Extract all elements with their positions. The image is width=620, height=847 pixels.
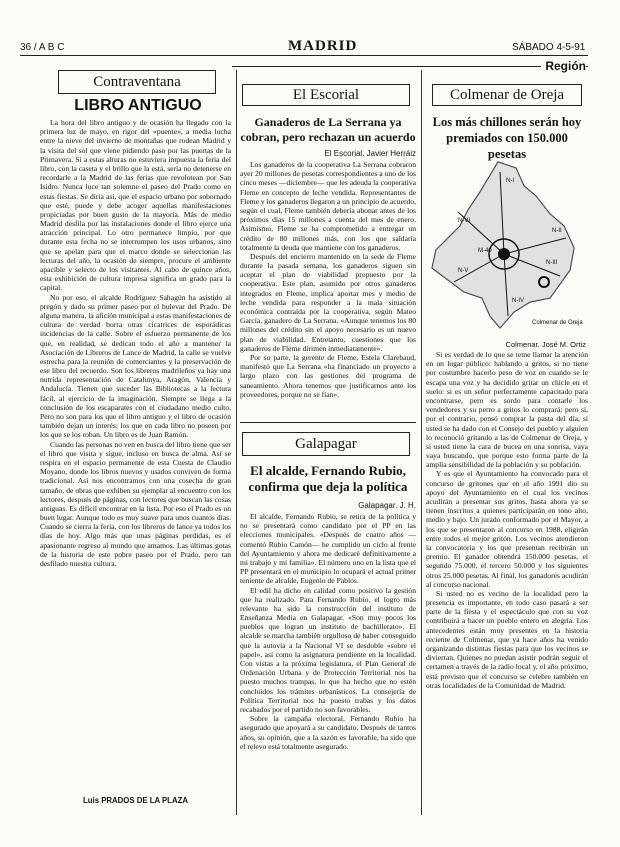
article-body bbox=[40, 118, 231, 778]
column-kicker-box bbox=[432, 84, 582, 106]
paragraph: Cuando las personas no ven en busca del libro tiene que ser el libro que visita y sigue, incluso en busca de alma. Así se respira en el espacio permanente de esta Cuesta de Claudio Moyano, donde los libros nuevos y usados conviven de forma tradicional. Así nos encontramos con una cosecha de gran tamaño, de obras que exhiben su ejemplar al encuentro con los lectores, después de páginas, con lectores que buscan las cosas antiguas. Es difícil encontrar en la lista. Por eso el Prado es un buen lugar. Aunque todo es muy suave para unos cuantos días. Cuando se cierra la feria, con los libreros de lance ya todos los días de hoy. Algo más que unas páginas perdidas, es el apasionante regreso al mundo que amamos. Las últimas gotas de la historia de este pobre paseo por el Prado, pero tan desfilado nuestra cultura. bbox=[40, 439, 231, 568]
map-label: N-II bbox=[552, 228, 562, 234]
map-label: N-I bbox=[506, 178, 514, 184]
map-stipple bbox=[432, 162, 574, 328]
region-label: Región bbox=[541, 59, 586, 73]
article-body bbox=[240, 512, 416, 812]
paragraph: Por su parte, la gerente de Fleme, Estela Clarebaud, manifestó que La Serrana «ha financiado un proyecto a largo plazo con las gestiones del programa de saneamiento. Ahora tenemos que justificarnos ante los proveedores, porque no se fían». bbox=[240, 352, 416, 399]
header-rule bbox=[20, 55, 588, 56]
byline: El Escorial. Javier Herráiz bbox=[324, 149, 416, 158]
headline: Ganaderos de La Serrana ya cobran, pero rechazan un acuerdo bbox=[240, 115, 416, 144]
madrid-marker bbox=[498, 248, 510, 260]
issue-date: SÁBADO 4-5-91 bbox=[512, 42, 586, 53]
headline: LIBRO ANTIGUO bbox=[74, 97, 202, 114]
column-kicker: El Escorial bbox=[292, 87, 360, 103]
article-body bbox=[240, 160, 416, 418]
paragraph: Después del encierro mantenido en la sede de Fleme durante la pasada semana, los ganaderos siguen sin aceptar el plan de viabilidad propuesto por la cooperativa. Este plan, asumido por otros ganaderos integrados en Fleme, implica aportar mes y medio de leche vendida para responder a la mala situación económica contraída por la cooperativa, según Mateo García, ganadero de La Serrana. «Aunque tenemos los 80 millones del crédito sin el apoyo necesario es un nuevo plan de viabilidad. Entretanto, cuestiones que los ganaderos de Fleme dirimen inmediatamente». bbox=[240, 251, 416, 353]
paragraph: No por eso, el alcalde Rodríguez Sahagún ha asistido al pregón y dado su primer paseo por el bulevar del Prado. De alguna manera, la afición municipal a estas manifestaciones de cultura de verdad borra otras cicatrices de esporádicas incidencias de la calle. Sobre el esfuerzo permanente de los que, en realidad, se dedican todo el año a mantener la Asociación de Libreros de Lance de Madrid, la calle se vuelve estrecha para la reunión de comerciantes y la preservación de ese libro del recuerdo. Son los libreros madrileños ya hay una nutrida representación de Catalunya, Aragón, Valencia y Andalucía. Tienen que suceder las Bibliotecas a la lectura fácil, al ejercicio de la imaginación. Siempre se llega a la conclusión de los escaparates con el ciudadano medio culto. Pero no son para los que el libro antiguo y el libro de ocasión también dejan un interés; los que en cada libro no poseen por los que se los roban. Un libro es de Juan Ramón. bbox=[40, 292, 231, 440]
map-label: Colmenar de Oreja bbox=[532, 320, 583, 326]
map-label: M-40 bbox=[478, 248, 492, 254]
paragraph: Si usted no es vecino de la localidad pero la presencia es importante, en todo caso pasará a ser parte de la fiesta y el espectáculo que con su voz contribuirá a hacer un pueblo entero en alegría. Los antecedentes están muy presentes en la historia reciente de Colmenar, que ya hace años ha venido organizando distintas fiestas para que los vecinos se diviertan. Quienes no puedan asistir podrán seguir el certamen a través de la radio local y, el año próximo, está previsto que el concurso se celebre también en otras localidades de la Comunidad de Madrid. bbox=[426, 588, 588, 690]
headline: El alcalde, Fernando Rubio, confirma que deja la política bbox=[248, 463, 408, 494]
map-label: N-VI bbox=[458, 218, 470, 224]
article-body bbox=[426, 350, 588, 812]
author: Luis PRADOS DE LA PLAZA bbox=[83, 796, 188, 805]
map-label: N-IV bbox=[512, 298, 524, 304]
map-label: N-III bbox=[546, 260, 558, 266]
headline: Los más chillones serán hoy premiados con 150.000 pesetas bbox=[432, 115, 582, 161]
map-caption: Colmenar. José M. Ortiz bbox=[505, 340, 586, 349]
column-kicker: Galapagar bbox=[295, 436, 357, 452]
page-number: 36 / A B C bbox=[20, 42, 65, 53]
paragraph: La hora del libro antiguo y de ocasión ha llegado con la primera luz de mayo, en rigor del «puente», a media lucha entre la nieve del invierno de montañas que rodean Madrid y la visita del sol que viene pidiendo paso por las puertas de la Primavera. Si a estas alturas no estuviera impuesta la feria del libro, con la caseta y el brillo que la está, sería no detenerse en recordarle a la Madrid de las ferias que revolotean por San Isidro. Nunca luce tan solemne el paseo del Prado como en estas fiestas. Se diría así, que el espacio urbano por sobornado que esté, puede y debe acoger aquellas manifestaciones propiciadas por buen gusto de la mayoría. Más de medio Madrid desfila por las instalaciones donde el libro ejerce una atracción principal. Lo otro permanece limpio, por que durante esta fecha no se interrumpen los usos urbanos, sino que se apelan para que el marco donde se seleccionan las lecturas del año, la ocasión de siempre, procure el ambiente apacible y selecto de los visitantes. Al cabo de quince años, esta exhibición de cultura impresa significa un grado para la capital. bbox=[40, 118, 231, 293]
column-divider bbox=[421, 70, 422, 815]
paragraph: Los ganaderos de la cooperativa La Serrana cobraron ayer 20 millones de pesetas correspondientes a uno de los cinco meses —diciembre— que les adeuda la cooperativa Fleme en concepto de leche vendida. Representantes de Fleme y los ganaderos llegaron a un principio de acuerdo, según el cual, Fleme también debería abonar antes de los próximos días 15 millones a cuenta del mes de enero. Asimismo, Fleme se ha comprometido a entregar un crédito de 80 millones más, con los que saldaría totalmente la deuda que mantiene con los ganaderos. bbox=[240, 160, 416, 252]
map-label: N-V bbox=[458, 268, 469, 274]
column-kicker-box bbox=[58, 70, 216, 94]
column-kicker: Contraventana bbox=[93, 74, 181, 90]
column-kicker: Colmenar de Oreja bbox=[449, 87, 565, 103]
byline: Galapagar. J. H. bbox=[358, 501, 416, 510]
section-title: MADRID bbox=[288, 38, 358, 54]
region-map bbox=[424, 152, 588, 342]
paragraph: Y es que el Ayuntamiento ha convocado para el concurso de gritones que en el año 1991 dio su apoyo del Ayuntamiento en el cual los vecinos acudirán a presentar sus gritos, hasta ahora ya se tienen inscritos a quienes participarán en tono alto, medio y bajo. Un jurado conformado por el Mayor, a los que se presentaron al concurso en 1988, eligirán entre todos el mejor gritón. Los vecinos atendieron la convocatoria y los que presentan recibirán un premio. El ganador obtendrá 150.000 pesetas, el segundo 75.000, el tercero 50.000 y los siguientes otros 25.000 pesetas. Al final, los ganadores acudirán al concurso nacional. bbox=[426, 469, 588, 589]
article-rule bbox=[240, 422, 416, 423]
paragraph: El edil ha dicho en calidad como positivo la gestión que ha realizado. Para Fernando Rubio, el logro más relevante ha sido la construcción del instituto de Enseñanza Media en Galapagar. «Son muy pocos los pueblos que logran un instituto de bachillerato». El alcalde se marcha también orgulloso de haber conseguido que la autovía a la Nacional VI se desdoble «sobre el papel», así como la asignatura pendiente en la localidad. Con vistas a la próxima legislatura, el Plan General de Ordenación Urbana y de Protección Territorial nos ha puesto muchos trampas, lo que ha hecho que no estén concluidos los trámites urbanísticos. La consejería de Política Territorial nos ha puesto trabas y los datos recabados por el partido no son favorables. bbox=[240, 585, 416, 714]
paragraph: Sobre la campaña electoral, Fernando Rubio ha asegurado que apoyará a su candidato. Después de tantos años, su opinión, que a la sazón es favorable, ha sido que el relevo está totalmente asegurado. bbox=[240, 714, 416, 751]
paragraph: Si es verdad de lo que se teme llamar la atención en un lugar público: hablando a gritos, si no tiene por costumbre hacerlo peso de voz en cuando se le escapa una voz y ha decidido gritar un chicle en el suelo: si es un señor perfectamente capacitado para encontrarse, pero es sordo para contarle los vendedores y su perro a gritos lo comprará: pero si, por el contrario, pensó comprar la pasta del día, si usted se ha dado con el Consejo del pueblo y alguien lo reconoció gritando a las de Colmenar de Oreja, y si usted tiene la cara de bucea en una sonrisa, vaya vaya buscando, que porque esto forma parte de la amplia sensibilidad de la población y su población. bbox=[426, 350, 588, 470]
column-kicker-box bbox=[242, 432, 410, 456]
region-rule bbox=[232, 66, 588, 67]
column-divider bbox=[236, 70, 237, 815]
paragraph: El alcalde, Fernando Rubio, se retira de la política y no se presentará como candidato por el PP en las elecciones municipales. «Después de cuatro años —comentó Rubio Camón— he cumplido un ciclo al frente del Ayuntamiento y ahora me dedicaré definitivamente a mi trabajo y mi familia». El número uno en la lista que el PP presentará en el municipio lo ocupará el actual primer teniente de alcalde, Eugenio de Pablos. bbox=[240, 512, 416, 586]
column-kicker-box bbox=[242, 84, 410, 106]
